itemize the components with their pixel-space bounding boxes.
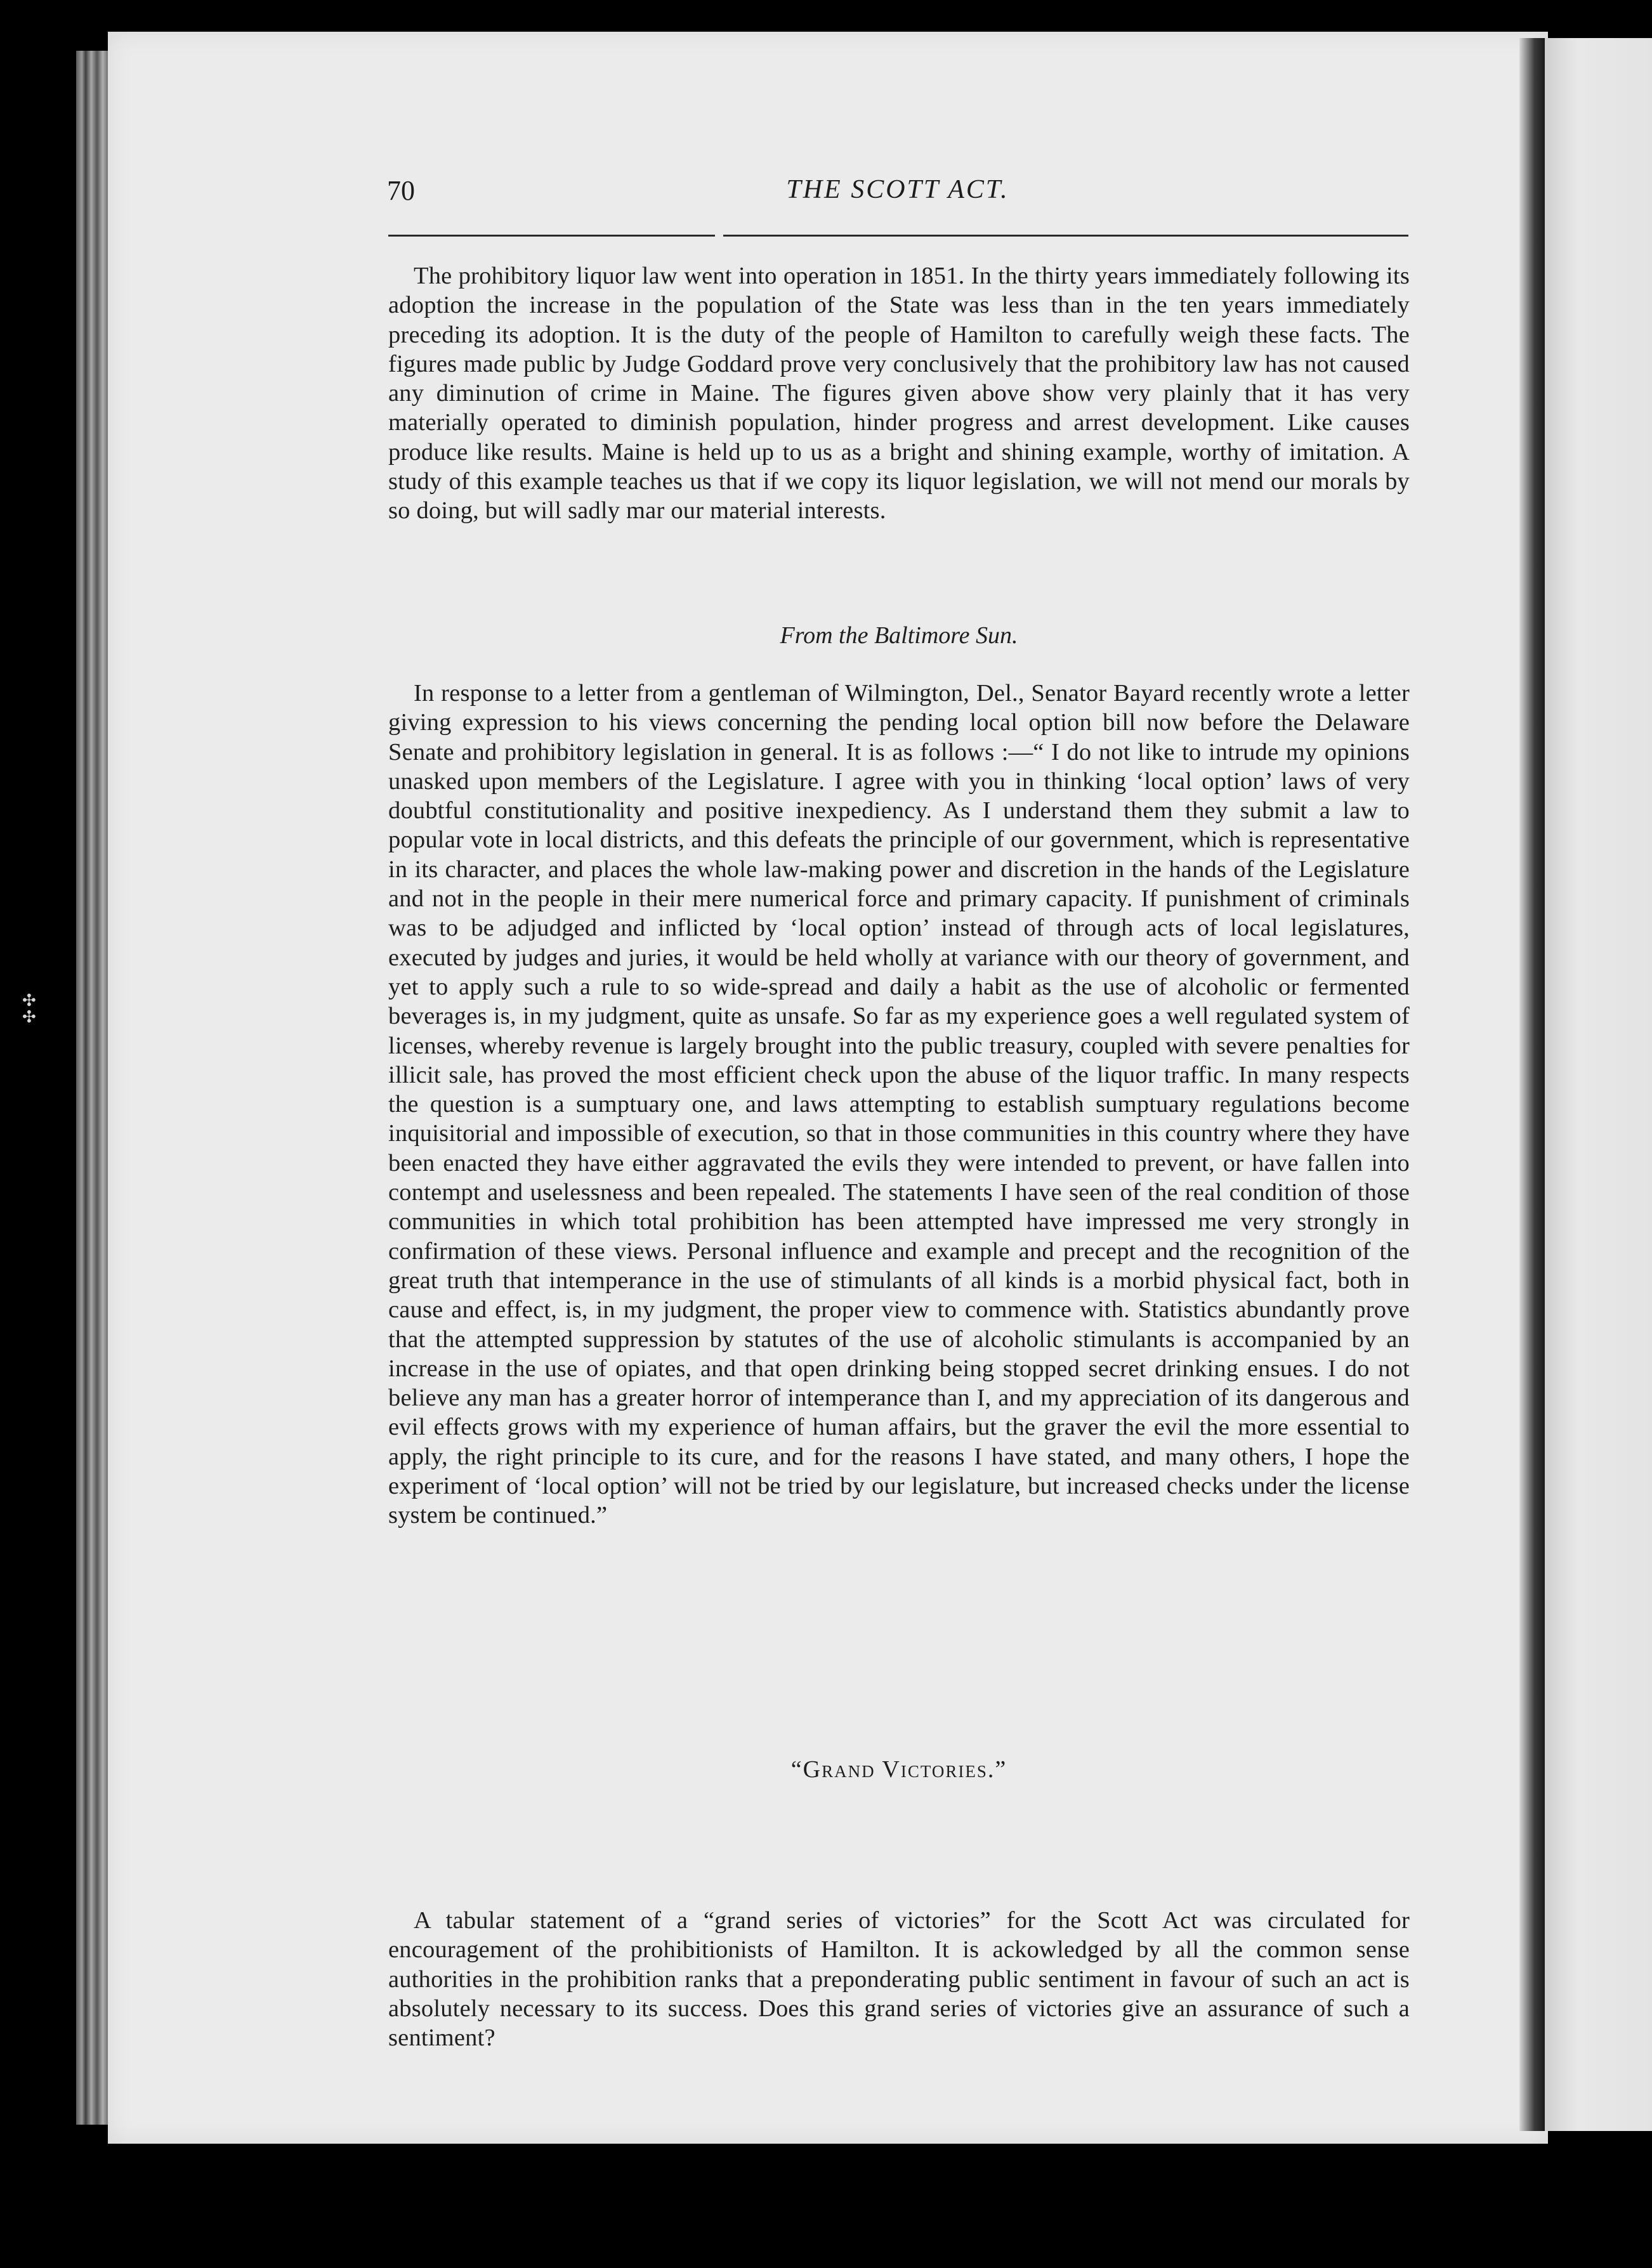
margin-smudge: ✣ ✣ [22, 991, 36, 1026]
page-number: 70 [387, 175, 415, 206]
paragraph-text: The prohibitory liquor law went into operation in 1851. In the thirty years immediately following its adoption the increase in the population of the State was less than in the ten years immediately preceding its adoption. It is the duty of the people of Hamilton to carefully weigh these facts. The figures made public by Judge Goddard prove very conclusively that the prohibitory law has not caused any diminution of crime in Maine. The figures given above show very plainly that it has very materially operated to diminish population, hinder progress and arrest development. Like causes produce like results. Maine is held up to us as a bright and shining example, worthy of imitation. A study of this example teaches us that if we copy its liquor legislation, we will not mend our morals by so doing, but will sadly mar our material interests. [388, 263, 1410, 525]
book-gutter [1519, 38, 1545, 2131]
section-heading-baltimore-sun: From the Baltimore Sun. [780, 622, 1018, 649]
header-rule-left [388, 235, 715, 237]
paragraph-text: In response to a letter from a gentleman of Wilmington, Del., Senator Bayard recently wrote a letter giving expression to his views concerning the pending local option bill now before the Delaware Senate and prohibitory legislation in general. It is as follows :—“ I do not like to intrude my opinions unasked upon members of the Legislature. I agree with you in thinking ‘local option’ laws of very doubtful constitutionality and positive inexpediency. As I understand them they submit a law to popular vote in local districts, and this defeats the principle of our government, which is representative in its character, and places the whole law-making power and discretion in the hands of the Legislature and not in the people in their mere numerical force and primary capacity. If punishment of criminals was to be adjudged and inflicted by ‘local option’ instead of through acts of local legislatures, executed by judges and juries, it would be held wholly at variance with our theory of government, and yet to apply such a rule to so wide-spread and daily a habit as the use of alcoholic or fermented beverages is, in my judgment, quite as unsafe. So far as my experience goes a well regulated system of licenses, whereby revenue is largely brought into the public treasury, coupled with severe penalties for illicit sale, has proved the most efficient check upon the abuse of the liquor traffic. In many respects the question is a sumptuary one, and laws attempting to establish sumptuary regulations become inquisitorial and impossible of execution, so that in those communities in this country where they have been enacted they have either aggravated the evils they were intended to prevent, or have fallen into contempt and uselessness and been repealed. The statements I have seen of the real condition of those communities in which total prohibition has been attempted have impressed me very strongly in confirmation of these views. Personal influence and example and precept and the recognition of the great truth that intemperance in the use of stimulants of all kinds is a morbid physical fact, both in cause and effect, is, in my judgment, the proper view to commence with. Statistics abundantly prove that the attempted suppression by statutes of the use of alcoholic stimulants is accompanied by an increase in the use of opiates, and that open drinking being stopped secret drinking ensues. I do not believe any man has a greater horror of intemperance than I, and my appreciation of its dangerous and evil effects grows with my experience of human affairs, but the graver the evil the more essential to apply, the right principle to its cure, and for the reasons I have stated, and many others, I hope the experiment of ‘local option’ will not be tried by our legislature, but increased checks under the license system be continued.” [388, 680, 1410, 1529]
paragraph-maine-law [388, 261, 1410, 526]
page-header [387, 174, 1408, 231]
facing-page-edge [1545, 38, 1652, 2131]
paragraph-bayard-letter [388, 679, 1410, 1530]
section-heading-grand-victories: “Grand Victories.” [790, 1756, 1007, 1783]
header-rule-right [723, 235, 1408, 237]
paragraph-text: A tabular statement of a “grand series of victories” for the Scott Act was circulated for encouragement of the prohibitionists of Hamilton. It is ackowledged by all the common sense authorities in the prohibition ranks that a preponderating public sentiment in favour of such an act is absolutely necessary to its success. Does this grand series of victories give an assurance of such a sentiment? [388, 1907, 1410, 2052]
running-title: THE SCOTT ACT. [786, 175, 1009, 204]
paragraph-tabular-statement [388, 1906, 1410, 2052]
